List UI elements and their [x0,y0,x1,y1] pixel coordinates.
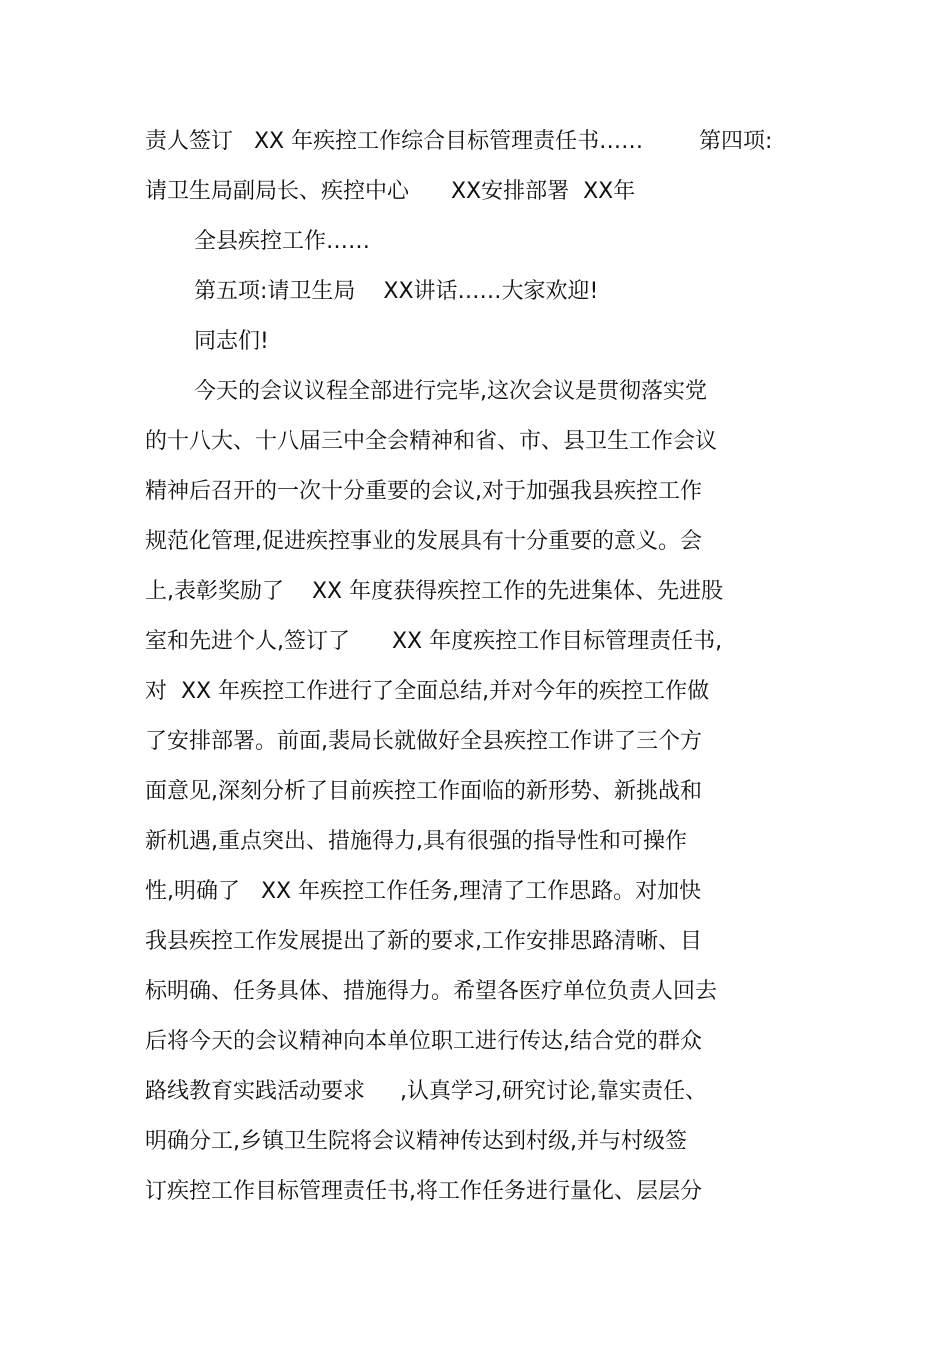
text-line: 全县疾控工作…… [194,229,371,254]
text-line: 了安排部署。前面,裴局长就做好全县疾控工作讲了三个方 [145,729,702,754]
text-line: 对 XX 年疾控工作进行了全面总结,并对今年的疾控工作做 [145,679,710,704]
text-line: 的十八大、十八届三中全会精神和省、市、县卫生工作会议 [145,429,718,454]
paragraph-first-line: 今天的会议议程全部进行完毕,这次会议是贯彻落实党 [194,379,707,404]
text-line: 请卫生局副局长、疾控中心 XX安排部署 XX年 [145,179,636,204]
text-line: 订疾控工作目标管理责任书,将工作任务进行量化、层层分 [145,1179,702,1204]
text-line: 明确分工,乡镇卫生院将会议精神传达到村级,并与村级签 [145,1129,687,1154]
text-line: 室和先进个人,签订了 XX 年度疾控工作目标管理责任书, [145,629,723,654]
text-line: 后将今天的会议精神向本单位职工进行传达,结合党的群众 [145,1029,702,1054]
text-line: 面意见,深刻分析了目前疾控工作面临的新形势、新挑战和 [145,779,702,804]
text-line: 上,表彰奖励了 XX 年度获得疾控工作的先进集体、先进股 [145,579,724,604]
text-line: 精神后召开的一次十分重要的会议,对于加强我县疾控工作 [145,479,702,504]
text-line: 同志们! [194,329,269,354]
text-line: 性,明确了 XX 年疾控工作任务,理清了工作思路。对加快 [145,879,702,904]
text-line: 责人签订 XX 年疾控工作综合目标管理责任书…… 第四项: [145,129,773,154]
text-line: 第五项:请卫生局 XX讲话……大家欢迎! [194,279,599,304]
text-line: 标明确、任务具体、措施得力。希望各医疗单位负责人回去 [145,979,718,1004]
text-line: 路线教育实践活动要求 ,认真学习,研究讨论,靠实责任、 [145,1079,707,1104]
text-line: 我县疾控工作发展提出了新的要求,工作安排思路清晰、目 [145,929,702,954]
text-line: 规范化管理,促进疾控事业的发展具有十分重要的意义。会 [145,529,702,554]
text-line: 新机遇,重点突出、措施得力,具有很强的指导性和可操作 [145,829,687,854]
